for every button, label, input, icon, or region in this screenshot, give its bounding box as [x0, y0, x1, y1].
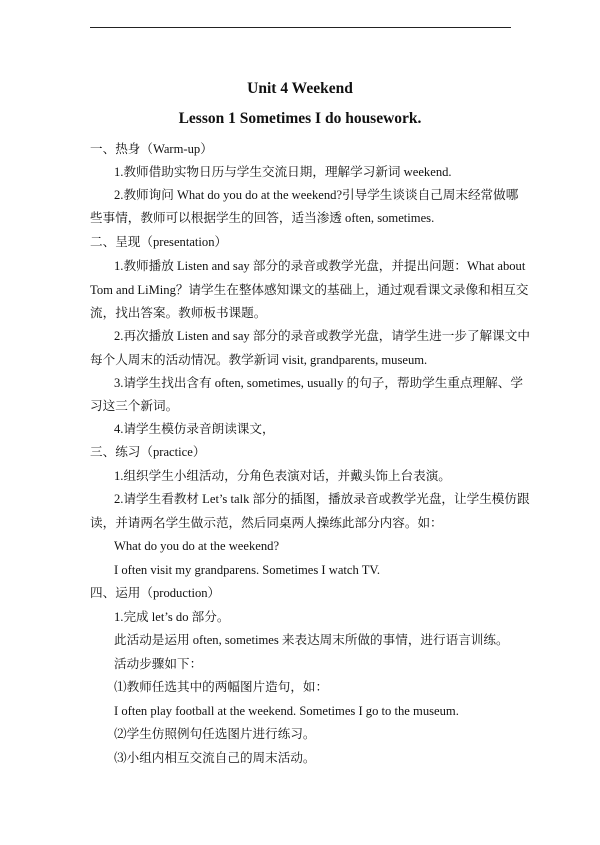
paragraph-line: ⑶小组内相互交流自己的周末活动。 — [114, 751, 316, 765]
paragraph-line: 读，并请两名学生做示范，然后同桌两人操练此部分内容。如： — [90, 516, 443, 530]
example-sentence: I often visit my grandparens. Sometimes I watch TV. — [114, 563, 381, 577]
paragraph-line: 2.请学生看教材 Let’s talk 部分的插图，播放录音或教学光盘，让学生模仿跟 — [114, 492, 530, 506]
lesson-title: Lesson 1 Sometimes I do housework. — [178, 110, 422, 127]
paragraph-line: Tom and LiMing？请学生在整体感知课文的基础上，通过观看课文录像和相互交 — [90, 283, 529, 297]
paragraph-line: 活动步骤如下： — [114, 657, 203, 671]
paragraph-line: 2.教师询问 What do you do at the weekend?引导学生谈谈自己周末经常做哪 — [114, 188, 519, 202]
paragraph-line: 1.完成 let’s do 部分。 — [114, 610, 230, 624]
example-sentence: What do you do at the weekend? — [114, 539, 280, 553]
paragraph-line: 3.请学生找出含有 often, sometimes, usually 的句子，帮助学生重点理解、学 — [114, 376, 523, 390]
paragraph-line: 1.组织学生小组活动，分角色表演对话，并戴头饰上台表演。 — [114, 469, 451, 483]
paragraph-line: 1.教师借助实物日历与学生交流日期，理解学习新词 weekend. — [114, 165, 452, 179]
unit-title: Unit 4 Weekend — [247, 80, 353, 97]
section-heading-presentation: 二、呈现（presentation） — [90, 235, 228, 249]
section-heading-practice: 三、练习（practice） — [90, 445, 206, 459]
paragraph-line: 些事情，教师可以根据学生的回答，适当渗透 often, sometimes. — [90, 211, 435, 225]
section-heading-production: 四、运用（production） — [90, 586, 221, 600]
paragraph-line: 2.再次播放 Listen and say 部分的录音或教学光盘，请学生进一步了解课文中 — [114, 329, 530, 343]
paragraph-line: 每个人周末的活动情况。教学新词 visit, grandparents, museum. — [90, 353, 428, 367]
paragraph-line: 流，找出答案。教师板书课题。 — [90, 306, 267, 320]
paragraph-line: 此活动是运用 often, sometimes 来表达周末所做的事情，进行语言训练。 — [114, 633, 509, 647]
paragraph-line: 1.教师播放 Listen and say 部分的录音或教学光盘，并提出问题：What about — [114, 259, 526, 273]
header-rule — [90, 27, 511, 28]
paragraph-line: 4.请学生模仿录音朗读课文， — [114, 422, 275, 436]
paragraph-line: ⑴教师任选其中的两幅图片造句，如： — [114, 680, 329, 694]
paragraph-line: ⑵学生仿照例句任选图片进行练习。 — [114, 727, 316, 741]
example-sentence: I often play football at the weekend. Sometimes I go to the museum. — [114, 704, 459, 718]
paragraph-line: 习这三个新词。 — [90, 399, 179, 413]
section-heading-warm-up: 一、热身（Warm-up） — [90, 142, 213, 156]
